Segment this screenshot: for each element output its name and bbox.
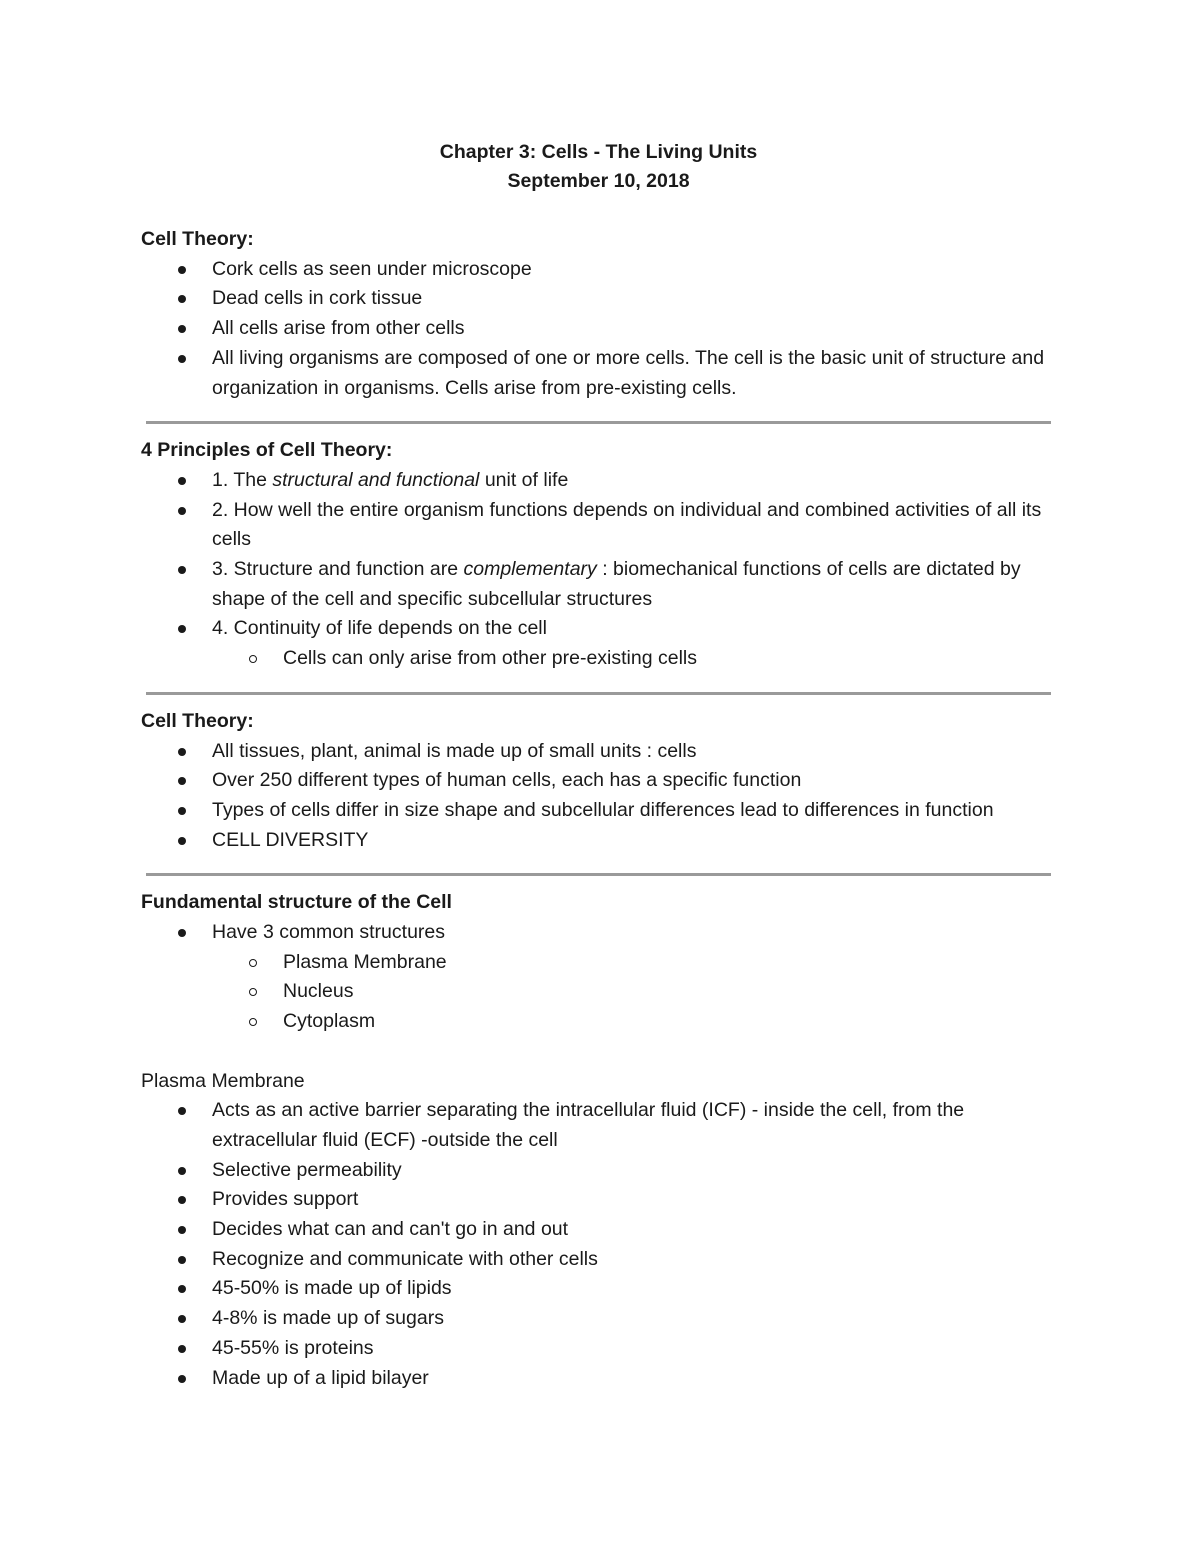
list-item: 2. How well the entire organism functions depends on individual and combined activities of all its cells [141, 496, 1056, 555]
cell-theory-list-2 [141, 737, 1056, 856]
section-heading-cell-theory: Cell Theory: [141, 228, 254, 250]
document-date: September 10, 2018 [507, 170, 690, 192]
document-title: Chapter 3: Cells - The Living Units [439, 141, 758, 163]
horizontal-divider [146, 692, 1051, 695]
sub-list-item: Nucleus [141, 977, 1056, 1007]
list-item: 45-50% is made up of lipids [141, 1274, 1056, 1304]
item-text: : biomechanical functions of cells are dictated by shape of the cell and specific subcellular structures [212, 558, 1021, 610]
horizontal-divider [146, 873, 1051, 876]
list-item: Provides support [141, 1185, 1056, 1215]
fundamental-structure-list [141, 918, 1056, 1037]
item-text: unit of life [479, 468, 569, 491]
horizontal-divider [146, 421, 1051, 424]
list-item: Made up of a lipid bilayer [141, 1364, 1056, 1394]
sub-list-item: Cytoplasm [141, 1007, 1056, 1037]
plasma-membrane-list [141, 1096, 1056, 1393]
list-item [141, 555, 1056, 614]
emphasis-text: structural and functional [272, 468, 480, 491]
blank-line [141, 1037, 1056, 1067]
list-item: Decides what can and can't go in and out [141, 1215, 1056, 1245]
sub-list-item: Plasma Membrane [141, 948, 1056, 978]
document-page [141, 138, 1056, 1393]
section-heading-principles: 4 Principles of Cell Theory: [141, 439, 393, 462]
list-item: All living organisms are composed of one or more cells. The cell is the basic unit of structure and organization in organisms. Cells arise from pre-existing cells. [141, 344, 1056, 403]
list-item: 4. Continuity of life depends on the cell [141, 614, 1056, 644]
list-item: Dead cells in cork tissue [141, 284, 1056, 314]
principles-list [141, 466, 1056, 674]
cell-theory-list [141, 255, 1056, 404]
list-item: 4-8% is made up of sugars [141, 1304, 1056, 1334]
list-item: All cells arise from other cells [141, 314, 1056, 344]
list-item: Cork cells as seen under microscope [141, 255, 1056, 285]
section-heading-plasma-membrane: Plasma Membrane [141, 1069, 305, 1092]
emphasis-text: complementary [463, 558, 597, 581]
list-item: All tissues, plant, animal is made up of small units : cells [141, 737, 1056, 767]
list-item: Recognize and communicate with other cells [141, 1245, 1056, 1275]
list-item: 45-55% is proteins [141, 1334, 1056, 1364]
list-item: Have 3 common structures [141, 918, 1056, 948]
sub-list-item: Cells can only arise from other pre-existing cells [141, 644, 1056, 674]
list-item: CELL DIVERSITY [141, 826, 1056, 856]
list-item [141, 466, 1056, 496]
item-text: 3. Structure and function are [212, 558, 464, 581]
item-text: 1. The [212, 468, 273, 491]
section-heading-fundamental-structure: Fundamental structure of the Cell [141, 891, 452, 914]
list-item: Selective permeability [141, 1156, 1056, 1186]
list-item: Types of cells differ in size shape and subcellular differences lead to differences in function [141, 796, 1056, 826]
list-item: Acts as an active barrier separating the intracellular fluid (ICF) - inside the cell, from the extracellular fluid (ECF) -outside the cell [141, 1096, 1056, 1155]
list-item: Over 250 different types of human cells, each has a specific function [141, 766, 1056, 796]
section-heading-cell-theory-2: Cell Theory: [141, 709, 254, 732]
